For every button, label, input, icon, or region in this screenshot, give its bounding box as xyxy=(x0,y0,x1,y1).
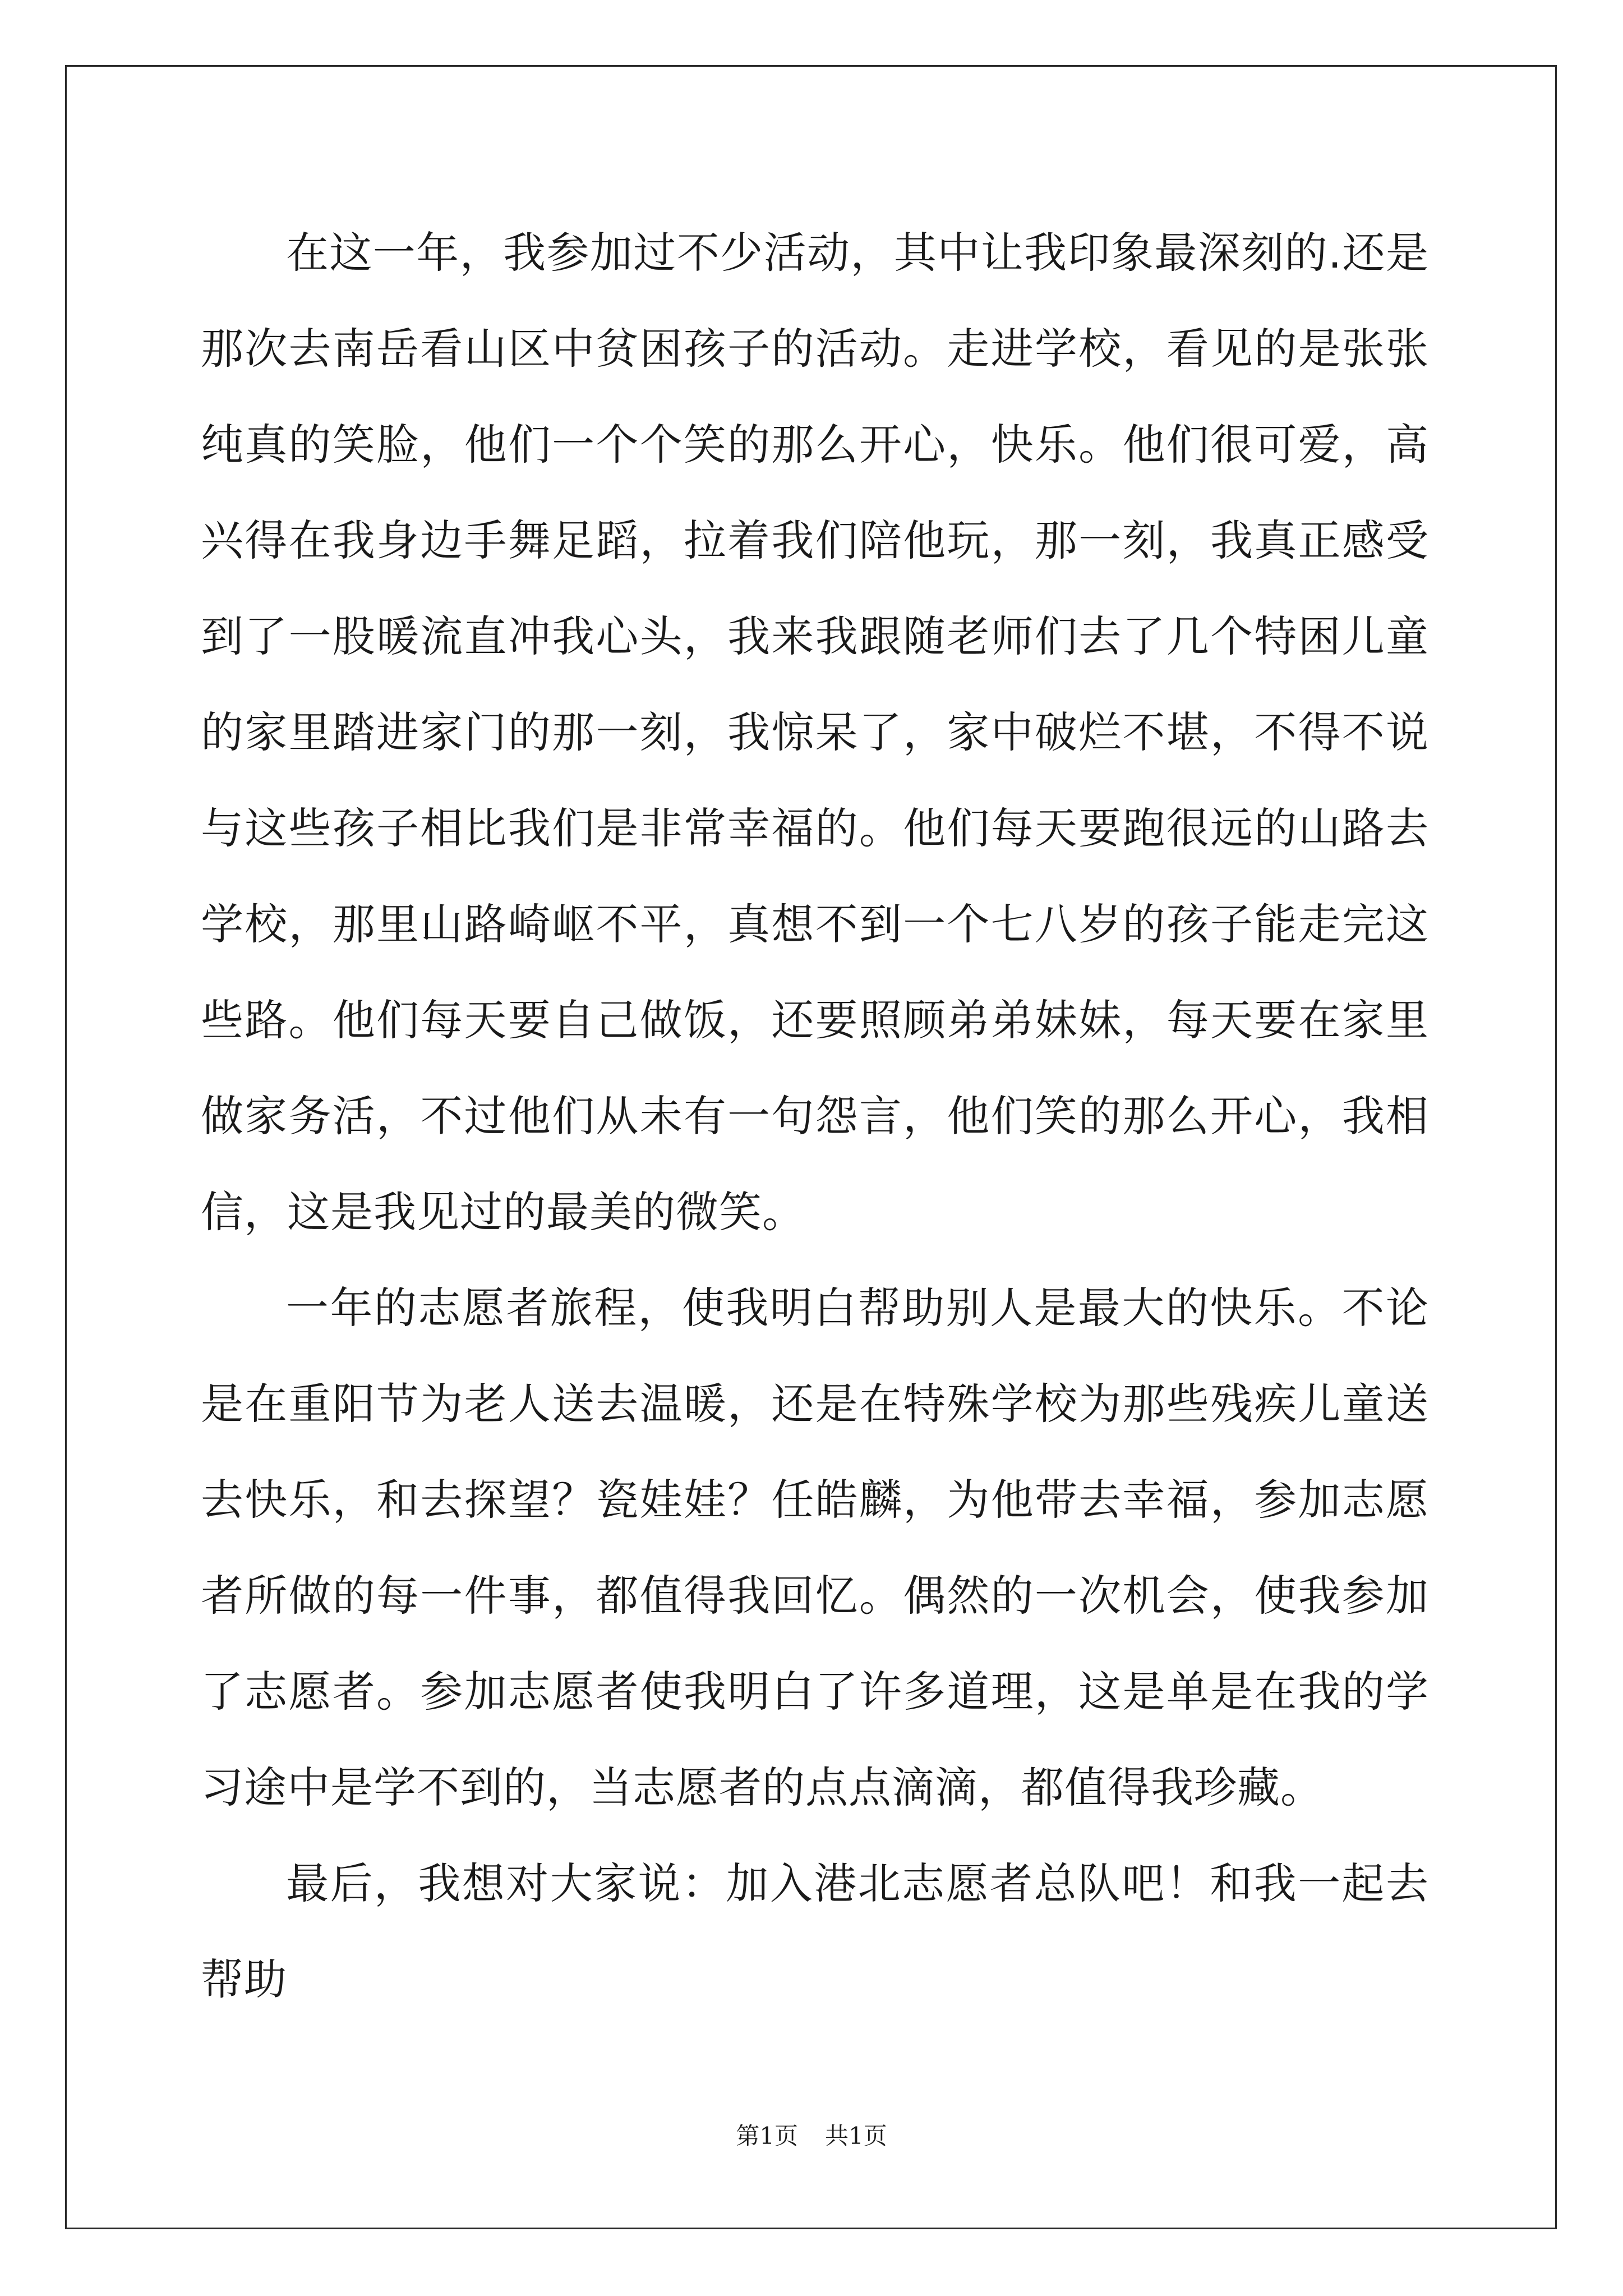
document-body xyxy=(201,205,1429,2027)
page-footer xyxy=(0,2119,1623,2153)
page-number-current: 第1页 xyxy=(736,2122,798,2150)
page-number-total: 共1页 xyxy=(825,2122,887,2150)
paragraph-1: 在这一年，我参加过不少活动，其中让我印象最深刻的.还是那次去南岳看山区中贫困孩子的活动。走进学校，看见的是张张纯真的笑脸，他们一个个笑的那么开心，快乐。他们很可爱，高兴得在我身边手舞足蹈，拉着我们陪他玩，那一刻，我真正感受到了一股暖流直冲我心头，我来我跟随老师们去了几个特困儿童的家里踏进家门的那一刻，我惊呆了，家中破烂不堪，不得不说与这些孩子相比我们是非常幸福的。他们每天要跑很远的山路去学校，那里山路崎岖不平，真想不到一个七八岁的孩子能走完这些路。他们每天要自己做饭，还要照顾弟弟妹妹，每天要在家里做家务活，不过他们从未有一句怨言，他们笑的那么开心，我相信，这是我见过的最美的微笑。 xyxy=(201,228,1429,1237)
paragraph-3: 最后，我想对大家说：加入港北志愿者总队吧！和我一起去帮助 xyxy=(201,1858,1429,2004)
paragraph-2: 一年的志愿者旅程，使我明白帮助别人是最大的快乐。不论是在重阳节为老人送去温暖，还是在特殊学校为那些残疾儿童送去快乐，和去探望？瓷娃娃？任皓麟，为他带去幸福，参加志愿者所做的每一件事，都值得我回忆。偶然的一次机会，使我参加了志愿者。参加志愿者使我明白了许多道理，这是单是在我的学习途中是学不到的，当志愿者的点点滴滴，都值得我珍藏。 xyxy=(201,1283,1429,1812)
